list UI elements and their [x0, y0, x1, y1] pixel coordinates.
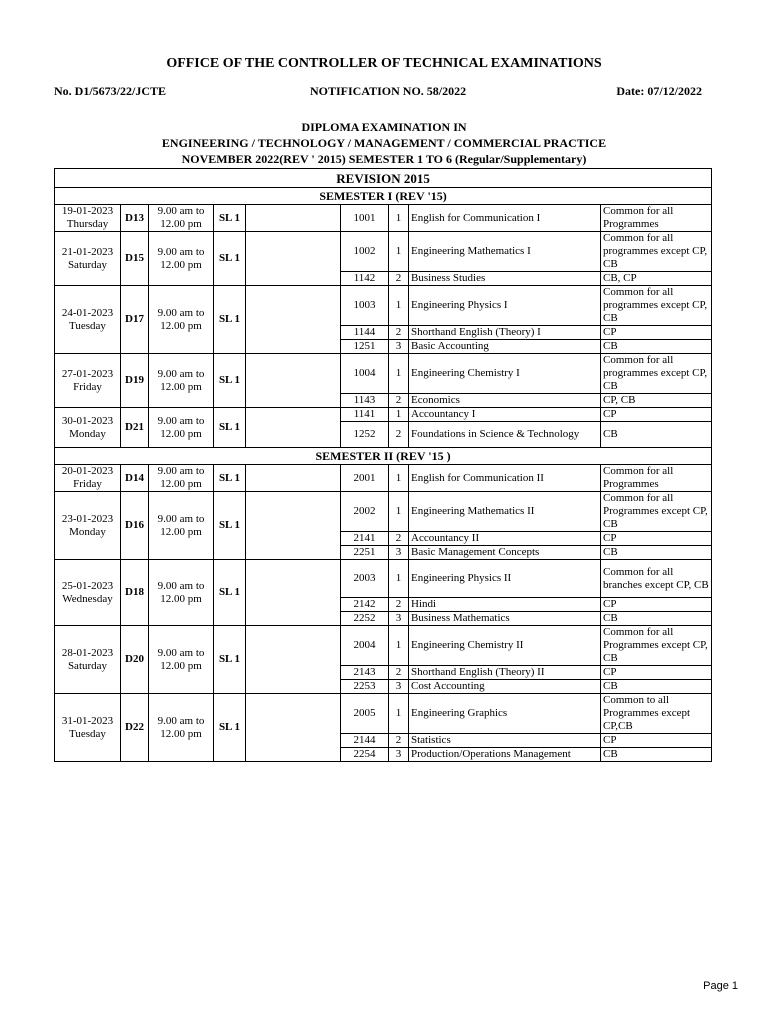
subject-name: Shorthand English (Theory) I — [409, 326, 601, 340]
session-code: D19 — [121, 354, 149, 408]
exam-time-start: 9.00 am to — [157, 245, 205, 258]
applicable-programmes: Common for all programmes except CP, CB — [601, 286, 712, 326]
blank-cell — [246, 354, 341, 408]
applicable-programmes: CB — [601, 422, 712, 448]
subject-name: Economics — [409, 394, 601, 408]
applicable-programmes: Common for all Programmes — [601, 465, 712, 492]
exam-heading-line2: ENGINEERING / TECHNOLOGY / MANAGEMENT / COMMERCIAL PRACTICE — [161, 136, 607, 150]
exam-date-cell — [55, 626, 121, 694]
subject-name: English for Communication II — [409, 465, 601, 492]
subject-index: 3 — [389, 680, 409, 694]
session-code: D16 — [121, 492, 149, 560]
applicable-programmes: CP — [601, 666, 712, 680]
subject-index: 2 — [389, 666, 409, 680]
table-row — [55, 492, 712, 532]
applicable-programmes: CP — [601, 734, 712, 748]
exam-time-cell — [149, 205, 214, 232]
exam-time-cell — [149, 626, 214, 694]
slot-label: SL 1 — [214, 408, 246, 448]
semester-header-row — [55, 188, 712, 205]
subject-code: 1143 — [341, 394, 389, 408]
applicable-programmes: Common for all programmes except CP, CB — [601, 232, 712, 272]
subject-index: 1 — [389, 465, 409, 492]
exam-day: Thursday — [66, 218, 109, 230]
subject-code: 2253 — [341, 680, 389, 694]
subject-name: English for Communication I — [409, 205, 601, 232]
exam-time-end: 12.00 pm — [160, 478, 202, 490]
session-code: D22 — [121, 694, 149, 762]
exam-day: Saturday — [67, 258, 108, 271]
exam-time-end: 12.00 pm — [160, 727, 202, 740]
subject-name: Business Mathematics — [409, 612, 601, 626]
notification-number: NOTIFICATION NO. 58/2022 — [310, 84, 467, 98]
exam-date: 27-01-2023 — [61, 367, 114, 380]
semester-header-row — [55, 448, 712, 465]
subject-code: 1141 — [341, 408, 389, 422]
exam-time-cell — [149, 354, 214, 408]
exam-date: 30-01-2023 — [61, 414, 114, 427]
page-number: Page 1 — [703, 980, 738, 992]
subject-code: 2002 — [341, 492, 389, 532]
exam-time-start: 9.00 am to — [157, 306, 205, 319]
exam-time-start: 9.00 am to — [157, 465, 205, 477]
applicable-programmes: CP — [601, 598, 712, 612]
exam-time-start: 9.00 am to — [157, 512, 205, 525]
subject-name: Statistics — [409, 734, 601, 748]
subject-code: 2142 — [341, 598, 389, 612]
subject-name: Basic Management Concepts — [409, 546, 601, 560]
table-row — [55, 408, 712, 422]
slot-label: SL 1 — [214, 465, 246, 492]
blank-cell — [246, 492, 341, 560]
blank-cell — [246, 465, 341, 492]
subject-code: 2252 — [341, 612, 389, 626]
subject-code: 1004 — [341, 354, 389, 394]
session-code: D18 — [121, 560, 149, 626]
exam-time-cell — [149, 465, 214, 492]
slot-label: SL 1 — [214, 286, 246, 354]
subject-name: Business Studies — [409, 272, 601, 286]
table-row — [55, 560, 712, 598]
applicable-programmes: Common for all branches except CP, CB — [601, 560, 712, 598]
subject-index: 2 — [389, 394, 409, 408]
applicable-programmes: CP — [601, 408, 712, 422]
exam-date-cell — [55, 465, 121, 492]
applicable-programmes: Common for all Programmes except CP, CB — [601, 492, 712, 532]
exam-time-start: 9.00 am to — [157, 714, 205, 727]
applicable-programmes: CB — [601, 612, 712, 626]
subject-code: 1251 — [341, 340, 389, 354]
subject-index: 1 — [389, 232, 409, 272]
subject-name: Engineering Mathematics II — [409, 492, 601, 532]
subject-code: 1144 — [341, 326, 389, 340]
exam-time-end: 12.00 pm — [160, 525, 202, 538]
exam-time-end: 12.00 pm — [160, 592, 202, 605]
session-code: D13 — [121, 205, 149, 232]
exam-time-cell — [149, 408, 214, 448]
subject-index: 2 — [389, 272, 409, 286]
exam-day: Friday — [73, 380, 102, 393]
subject-index: 1 — [389, 286, 409, 326]
subject-name: Engineering Physics II — [409, 560, 601, 598]
subject-code: 2141 — [341, 532, 389, 546]
exam-time-start: 9.00 am to — [157, 367, 205, 380]
subject-code: 2003 — [341, 560, 389, 598]
subject-code: 1002 — [341, 232, 389, 272]
exam-time-start: 9.00 am to — [157, 579, 205, 592]
subject-code: 1142 — [341, 272, 389, 286]
subject-index: 1 — [389, 492, 409, 532]
exam-date-cell — [55, 560, 121, 626]
subject-index: 2 — [389, 422, 409, 448]
subject-code: 2005 — [341, 694, 389, 734]
exam-date: 31-01-2023 — [61, 714, 114, 727]
exam-time-cell — [149, 560, 214, 626]
subject-index: 3 — [389, 546, 409, 560]
exam-day: Tuesday — [69, 319, 106, 332]
applicable-programmes: CB — [601, 748, 712, 762]
exam-heading-line3: NOVEMBER 2022(REV ' 2015) SEMESTER 1 TO 6 (Regular/Supplementary) — [181, 152, 587, 166]
subject-index: 1 — [389, 626, 409, 666]
table-row — [55, 286, 712, 326]
table-row — [55, 694, 712, 734]
exam-time-cell — [149, 286, 214, 354]
exam-schedule-table — [54, 168, 712, 762]
blank-cell — [246, 626, 341, 694]
notification-meta — [54, 84, 702, 100]
exam-time-cell — [149, 232, 214, 286]
subject-index: 1 — [389, 205, 409, 232]
subject-name: Production/Operations Management — [409, 748, 601, 762]
subject-name: Engineering Mathematics I — [409, 232, 601, 272]
session-code: D14 — [121, 465, 149, 492]
exam-time-end: 12.00 pm — [160, 258, 202, 271]
exam-time-end: 12.00 pm — [160, 218, 202, 230]
exam-day: Wednesday — [62, 592, 113, 605]
exam-date-cell — [55, 354, 121, 408]
exam-time-start: 9.00 am to — [157, 205, 205, 217]
table-row — [55, 354, 712, 394]
table-row — [55, 232, 712, 272]
subject-name: Engineering Physics I — [409, 286, 601, 326]
exam-day: Tuesday — [69, 727, 106, 740]
applicable-programmes: CB — [601, 340, 712, 354]
subject-name: Foundations in Science & Technology — [409, 422, 601, 448]
slot-label: SL 1 — [214, 354, 246, 408]
subject-index: 1 — [389, 694, 409, 734]
exam-day: Friday — [73, 478, 102, 490]
exam-date: 25-01-2023 — [61, 579, 114, 592]
subject-code: 1252 — [341, 422, 389, 448]
subject-index: 3 — [389, 612, 409, 626]
applicable-programmes: Common for all Programmes except CP, CB — [601, 626, 712, 666]
slot-label: SL 1 — [214, 492, 246, 560]
exam-date: 20-01-2023 — [61, 465, 114, 477]
subject-code: 2004 — [341, 626, 389, 666]
subject-index: 2 — [389, 598, 409, 612]
exam-time-cell — [149, 694, 214, 762]
exam-date: 28-01-2023 — [61, 646, 114, 659]
exam-date-cell — [55, 205, 121, 232]
notification-date: Date: 07/12/2022 — [616, 84, 702, 98]
subject-name: Hindi — [409, 598, 601, 612]
subject-code: 2251 — [341, 546, 389, 560]
table-row — [55, 626, 712, 666]
blank-cell — [246, 560, 341, 626]
session-code: D17 — [121, 286, 149, 354]
slot-label: SL 1 — [214, 232, 246, 286]
exam-date: 23-01-2023 — [61, 512, 114, 525]
subject-code: 2001 — [341, 465, 389, 492]
applicable-programmes: Common for all programmes except CP, CB — [601, 354, 712, 394]
applicable-programmes: CP — [601, 326, 712, 340]
exam-time-cell — [149, 492, 214, 560]
subject-code: 1001 — [341, 205, 389, 232]
blank-cell — [246, 694, 341, 762]
subject-name: Engineering Chemistry II — [409, 626, 601, 666]
subject-index: 1 — [389, 408, 409, 422]
subject-index: 3 — [389, 748, 409, 762]
subject-index: 1 — [389, 354, 409, 394]
blank-cell — [246, 205, 341, 232]
applicable-programmes: CP, CB — [601, 394, 712, 408]
subject-code: 1003 — [341, 286, 389, 326]
blank-cell — [246, 408, 341, 448]
subject-index: 1 — [389, 560, 409, 598]
subject-name: Cost Accounting — [409, 680, 601, 694]
exam-time-start: 9.00 am to — [157, 646, 205, 659]
slot-label: SL 1 — [214, 694, 246, 762]
exam-day: Saturday — [67, 659, 108, 672]
exam-date-cell — [55, 408, 121, 448]
exam-day: Monday — [69, 525, 106, 538]
exam-date: 21-01-2023 — [61, 245, 114, 258]
applicable-programmes: Common for all Programmes — [601, 205, 712, 232]
applicable-programmes: Common to all Programmes except CP,CB — [601, 694, 712, 734]
session-code: D21 — [121, 408, 149, 448]
exam-date-cell — [55, 492, 121, 560]
exam-time-start: 9.00 am to — [157, 414, 205, 427]
exam-time-end: 12.00 pm — [160, 319, 202, 332]
table-row — [55, 205, 712, 232]
exam-date-cell — [55, 694, 121, 762]
applicable-programmes: CP — [601, 532, 712, 546]
semester-title: SEMESTER II (REV '15 ) — [55, 448, 712, 465]
exam-time-end: 12.00 pm — [160, 380, 202, 393]
exam-time-end: 12.00 pm — [160, 659, 202, 672]
exam-date-cell — [55, 286, 121, 354]
applicable-programmes: CB — [601, 546, 712, 560]
subject-name: Basic Accounting — [409, 340, 601, 354]
exam-date: 19-01-2023 — [61, 205, 114, 217]
revision-header: REVISION 2015 — [55, 169, 712, 188]
subject-code: 2144 — [341, 734, 389, 748]
slot-label: SL 1 — [214, 205, 246, 232]
subject-code: 2254 — [341, 748, 389, 762]
exam-heading-line1: DIPLOMA EXAMINATION IN — [301, 120, 467, 134]
blank-cell — [246, 232, 341, 286]
subject-name: Accountancy II — [409, 532, 601, 546]
semester-title: SEMESTER I (REV '15) — [55, 188, 712, 205]
subject-index: 2 — [389, 532, 409, 546]
revision-row — [55, 169, 712, 188]
exam-date-cell — [55, 232, 121, 286]
subject-name: Engineering Graphics — [409, 694, 601, 734]
exam-date: 24-01-2023 — [61, 306, 114, 319]
subject-name: Shorthand English (Theory) II — [409, 666, 601, 680]
table-row — [55, 465, 712, 492]
subject-code: 2143 — [341, 666, 389, 680]
session-code: D20 — [121, 626, 149, 694]
reference-number: No. D1/5673/22/JCTE — [54, 84, 167, 98]
exam-day: Monday — [69, 427, 106, 440]
office-title: OFFICE OF THE CONTROLLER OF TECHNICAL EXAMINATIONS — [166, 56, 602, 71]
applicable-programmes: CB — [601, 680, 712, 694]
subject-index: 2 — [389, 326, 409, 340]
exam-time-end: 12.00 pm — [160, 427, 202, 440]
session-code: D15 — [121, 232, 149, 286]
slot-label: SL 1 — [214, 560, 246, 626]
subject-index: 3 — [389, 340, 409, 354]
blank-cell — [246, 286, 341, 354]
applicable-programmes: CB, CP — [601, 272, 712, 286]
subject-index: 2 — [389, 734, 409, 748]
slot-label: SL 1 — [214, 626, 246, 694]
subject-name: Accountancy I — [409, 408, 601, 422]
subject-name: Engineering Chemistry I — [409, 354, 601, 394]
